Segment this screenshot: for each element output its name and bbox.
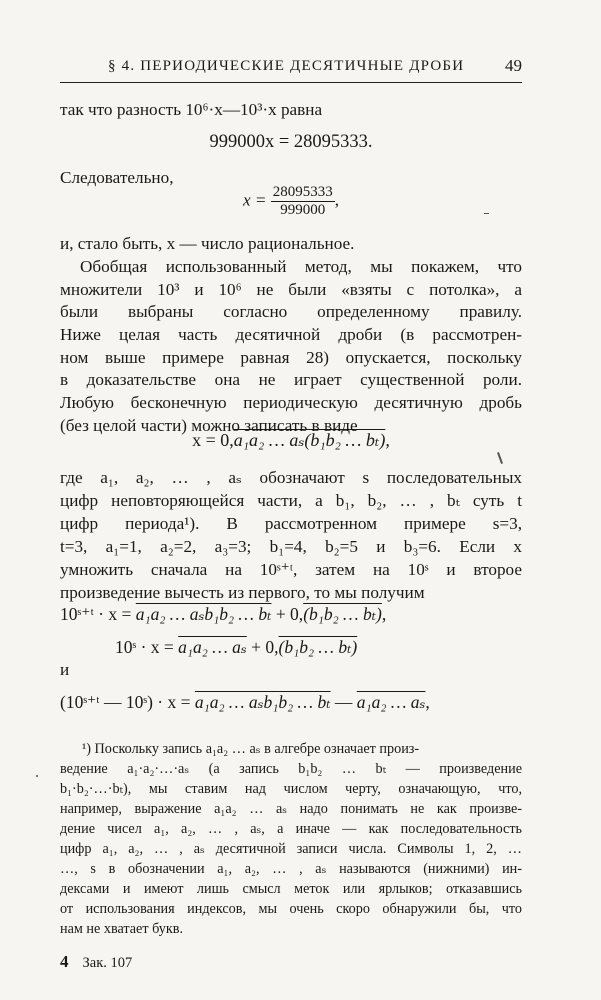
section-title: § 4. ПЕРИОДИЧЕСКИЕ ДЕСЯТИЧНЫЕ ДРОБИ	[108, 58, 465, 74]
footnote-line: например, выражение a₁a₂ … aₛ надо понимать не как произве-	[60, 801, 522, 817]
equation-3: x = 0,a₁a₂ … aₛ(b₁b₂ … bₜ),	[192, 430, 390, 450]
eq2-lhs: x =	[242, 190, 267, 210]
print-mark	[36, 775, 38, 777]
eq3-lhs: x = 0,	[192, 430, 234, 450]
text-line: t=3, a₁=1, a₂=2, a₃=3; b₁=4, b₂=5 и b₃=6. Если x	[60, 537, 522, 556]
eq3-digits: a₁a₂ … aₛ(b₁b₂ … bₜ)	[233, 430, 386, 450]
text-line: были выбраны согласно определенному правилу.	[60, 302, 522, 321]
text-line: цифр периода¹). В рассмотренном примере s=3,	[60, 514, 522, 533]
footnote-line: b₁·b₂·…·bₜ), мы ставим над числом черту, означающую, что,	[60, 781, 522, 797]
equation-5: 10ˢ · x = a₁a₂ … aₛ + 0,(b₁b₂ … bₜ)	[115, 637, 358, 657]
footnote-line: дение чисел a₁, a₂, … , aₛ, а иначе — как последовательность	[60, 821, 522, 837]
equation-1: 999000x = 28095333.	[209, 132, 373, 152]
denominator: 999000	[280, 202, 326, 218]
equation-4: 10ˢ⁺ᵗ · x = a₁a₂ … aₛb₁b₂ … bₜ + 0,(b₁b₂ … bₜ),	[60, 604, 387, 624]
running-header	[60, 56, 522, 84]
text-line: умножить сначала на 10ˢ⁺ᵗ, затем на 10ˢ и второе	[60, 560, 522, 579]
page-number: 49	[505, 56, 522, 75]
printer-signature	[60, 952, 132, 972]
print-mark	[484, 213, 489, 214]
footnote-line: ведение a₁·a₂·…·aₛ (а запись b₁b₂ … bₜ — произведение	[60, 761, 522, 777]
order-number: Зак. 107	[82, 955, 133, 971]
text-line: Обобщая использованный метод, мы покажем, что	[80, 257, 522, 276]
footnote-line: …, s в обозначении a₁, a₂, … , aₛ называются (нижними) ин-	[60, 861, 522, 877]
sheet-number: 4	[60, 952, 69, 971]
equation-2	[60, 184, 522, 226]
numerator: 28095333	[272, 184, 333, 200]
footnote-line: дексами и имеют лишь смысл меток или ярлыков; отказавшись	[60, 881, 522, 897]
text-line: множители 10³ и 10⁶ не были «взяты с потолка», а	[60, 280, 522, 299]
text-line: и	[60, 660, 70, 679]
fraction	[271, 184, 335, 219]
text-line: произведение вычесть из первого, то мы получим	[60, 583, 425, 602]
text-line: Ниже целая часть десятичной дроби (в рассмотрен-	[60, 325, 522, 344]
text-line: где a₁, a₂, … , aₛ обозначают s последовательных	[60, 468, 522, 487]
eq2-end: ,	[334, 190, 340, 210]
footnote-line: нам не хватает букв.	[60, 921, 184, 937]
text-line: Следовательно,	[60, 168, 174, 187]
header-rule	[60, 82, 522, 83]
text-line: Любую бесконечную периодическую десятичную дробь	[60, 393, 522, 412]
text-line: цифр неповторяющейся части, а b₁, b₂, … , bₜ суть t	[60, 491, 522, 510]
print-mark	[497, 452, 503, 464]
text-line: в доказательстве она не играет существенной роли.	[60, 370, 522, 389]
text-line: и, стало быть, x — число рациональное.	[60, 234, 355, 253]
footnote-line: цифр a₁, a₂, … , aₛ десятичной записи числа. Символы 1, 2, …	[60, 841, 522, 857]
footnote-line: ¹) Поскольку запись a₁a₂ … aₛ в алгебре означает произ-	[82, 741, 420, 757]
equation-6: (10ˢ⁺ᵗ — 10ˢ) · x = a₁a₂ … aₛb₁b₂ … bₜ — a₁a₂ … aₛ,	[60, 692, 430, 712]
text-line: так что разность 10⁶·x—10³·x равна	[60, 100, 323, 119]
footnote-line: от использования индексов, мы очень скоро обнаружили бы, что	[60, 901, 522, 917]
text-line: (без целой части) можно записать в виде	[60, 416, 358, 435]
text-line: ном выше примере равная 28) опускается, поскольку	[60, 348, 522, 367]
